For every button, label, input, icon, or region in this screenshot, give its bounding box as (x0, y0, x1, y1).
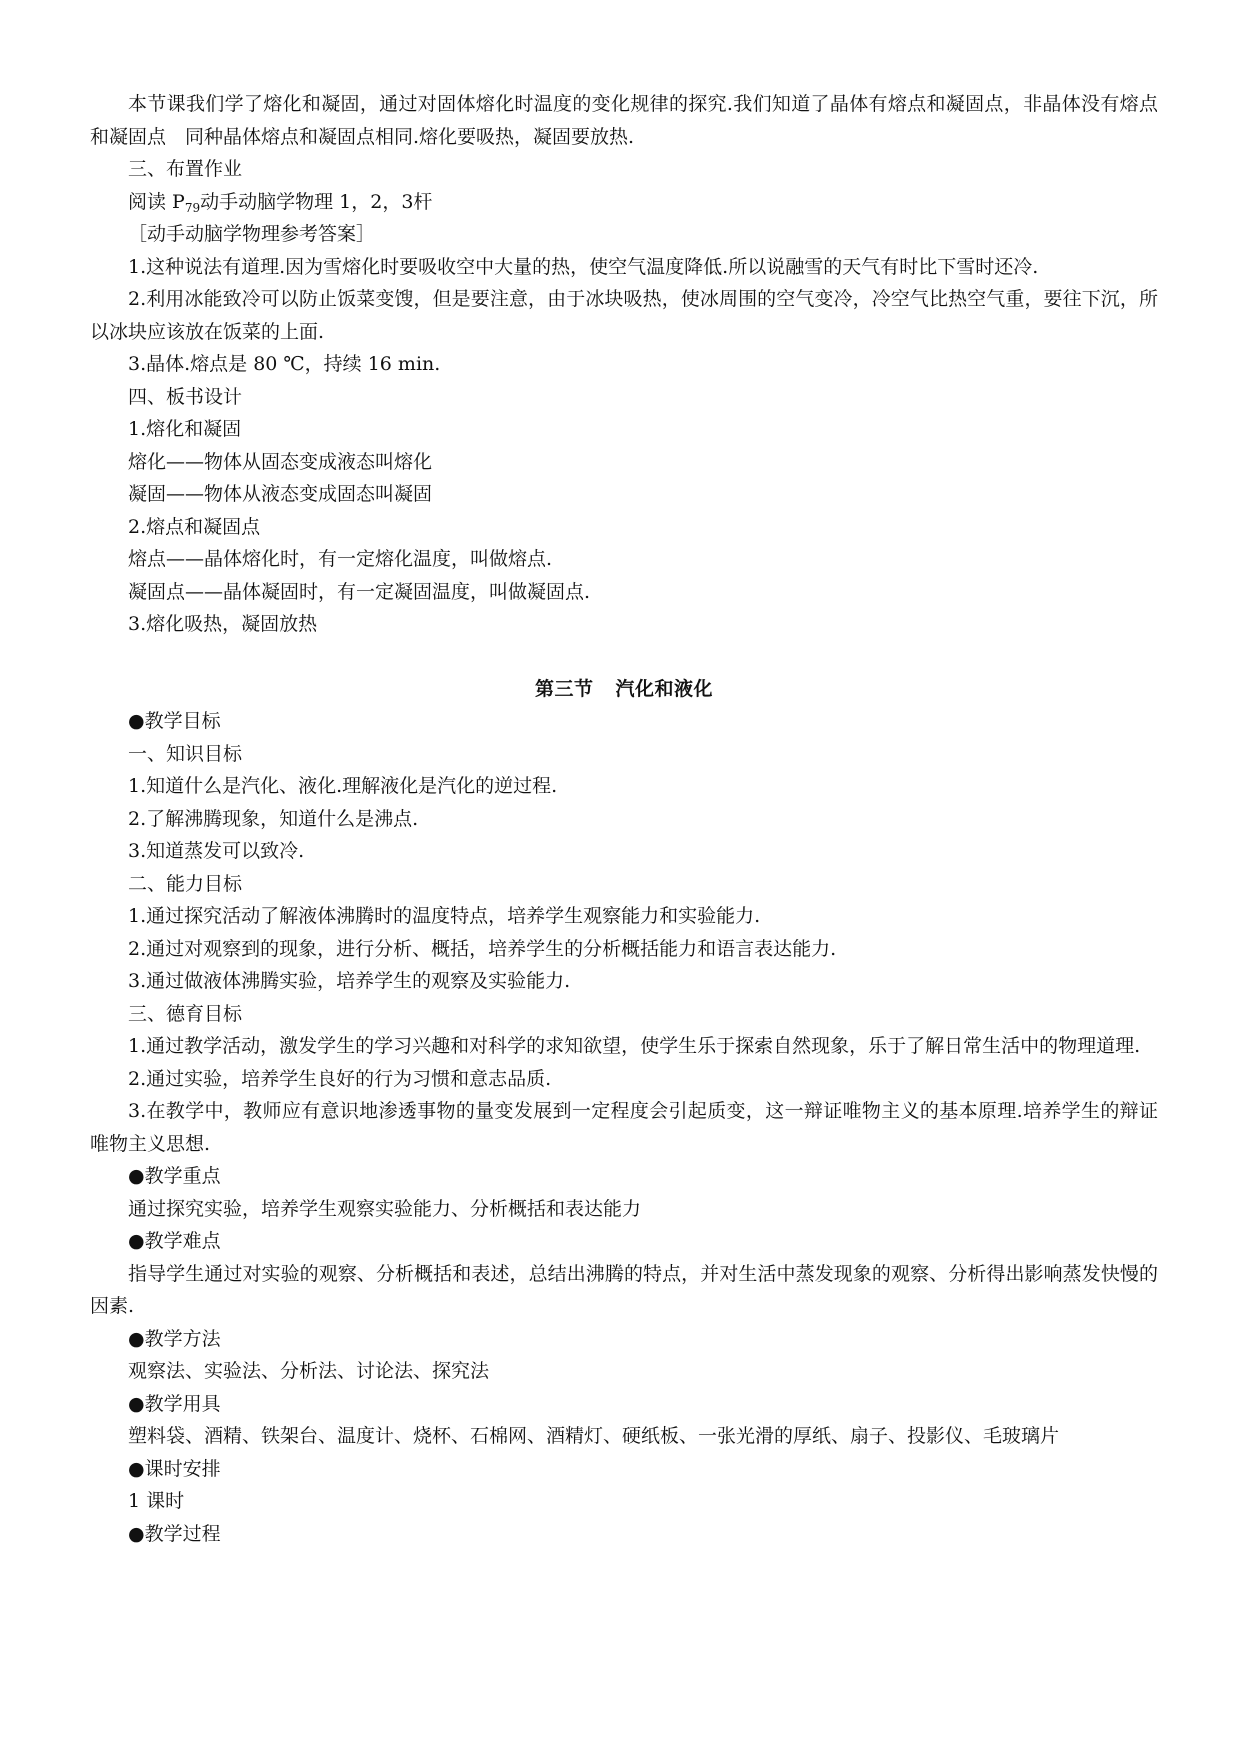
moral-item-1: 1.通过教学活动，激发学生的学习兴趣和对科学的求知欲望，使学生乐于探索自然现象，乐于了解日常生活中的物理道理. (128, 1035, 1141, 1057)
key-heading: ●教学重点 (128, 1165, 221, 1187)
board-item-2a: 熔点——晶体熔化时，有一定熔化温度，叫做熔点. (128, 548, 553, 570)
section-spacer (90, 641, 1158, 673)
board-item-1: 1.熔化和凝固 (128, 418, 242, 440)
time-heading: ●课时安排 (128, 1457, 221, 1480)
difficulty-text: 指导学生通过对实验的观察、分析概括和表述，总结出沸腾的特点，并对生活中蒸发现象的观察、分析得出影响蒸发快慢的因素. (90, 1262, 1158, 1317)
knowledge-item-2: 2.了解沸腾现象，知道什么是沸点. (128, 807, 419, 830)
knowledge-heading: 一、知识目标 (128, 742, 243, 765)
board-item-2b: 凝固点——晶体凝固时，有一定凝固温度，叫做凝固点. (128, 580, 591, 603)
board-item-3: 3.熔化吸热，凝固放热 (128, 613, 318, 635)
homework-line (90, 186, 1158, 219)
knowledge-item-3: 3.知道蒸发可以致冷. (128, 840, 305, 862)
board-item-1a: 熔化——物体从固态变成液态叫熔化 (128, 450, 433, 473)
difficulty-heading: ●教学难点 (128, 1230, 221, 1252)
tools-heading: ●教学用具 (128, 1392, 221, 1415)
method-heading: ●教学方法 (128, 1327, 221, 1350)
homework-heading: 三、布置作业 (128, 158, 243, 180)
homework-pre: 阅读 P (128, 190, 185, 213)
board-item-2: 2.熔点和凝固点 (128, 515, 261, 538)
tools-text: 塑料袋、酒精、铁架台、温度计、烧杯、石棉网、酒精灯、硬纸板、一张光滑的厚纸、扇子、投影仪、毛玻璃片 (128, 1425, 1060, 1447)
board-item-1b: 凝固——物体从液态变成固态叫凝固 (128, 483, 433, 505)
moral-item-2: 2.通过实验，培养学生良好的行为习惯和意志品质. (128, 1067, 552, 1090)
section-title (90, 673, 1158, 706)
document-page (90, 88, 1158, 1550)
knowledge-item-1: 1.知道什么是汽化、液化.理解液化是汽化的逆过程. (128, 775, 558, 797)
method-text: 观察法、实验法、分析法、讨论法、探究法 (128, 1360, 490, 1382)
summary-paragraph: 本节课我们学了熔化和凝固，通过对固体熔化时温度的变化规律的探究.我们知道了晶体有熔点和凝固点，非晶体没有熔点和凝固点 同种晶体熔点和凝固点相同.熔化要吸热，凝固要放热. (90, 93, 1158, 148)
homework-post: 动手动脑学物理 1，2，3杆 (200, 190, 433, 213)
page-subscript: 79 (184, 200, 201, 215)
goals-heading: ●教学目标 (128, 710, 221, 732)
board-heading: 四、板书设计 (128, 385, 243, 408)
ability-item-2: 2.通过对观察到的现象，进行分析、概括，培养学生的分析概括能力和语言表达能力. (128, 937, 837, 960)
ability-heading: 二、能力目标 (128, 872, 243, 895)
key-text: 通过探究实验，培养学生观察实验能力、分析概括和表达能力 (128, 1197, 642, 1220)
section-title-name: 汽化和液化 (615, 677, 714, 700)
moral-item-3: 3.在教学中，教师应有意识地渗透事物的量变发展到一定程度会引起质变，这一辩证唯物主义的基本原理.培养学生的辩证唯物主义思想. (90, 1100, 1158, 1155)
answer-3: 3.晶体.熔点是 80 ℃，持续 16 min. (128, 353, 441, 375)
answer-1: 1.这种说法有道理.因为雪熔化时要吸收空中大量的热，使空气温度降低.所以说融雪的天气有时比下雪时还冷. (128, 255, 1039, 278)
time-text: 1 课时 (128, 1490, 185, 1512)
answers-heading: ［动手动脑学物理参考答案］ (128, 223, 376, 245)
section-title-number: 第三节 (534, 677, 594, 700)
process-heading: ●教学过程 (128, 1522, 221, 1545)
ability-item-3: 3.通过做液体沸腾实验，培养学生的观察及实验能力. (128, 970, 571, 992)
moral-heading: 三、德育目标 (128, 1002, 243, 1025)
answer-2: 2.利用冰能致冷可以防止饭菜变馊，但是要注意，由于冰块吸热，使冰周围的空气变冷，冷空气比热空气重，要往下沉，所以冰块应该放在饭菜的上面. (90, 288, 1158, 343)
ability-item-1: 1.通过探究活动了解液体沸腾时的温度特点，培养学生观察能力和实验能力. (128, 905, 761, 927)
